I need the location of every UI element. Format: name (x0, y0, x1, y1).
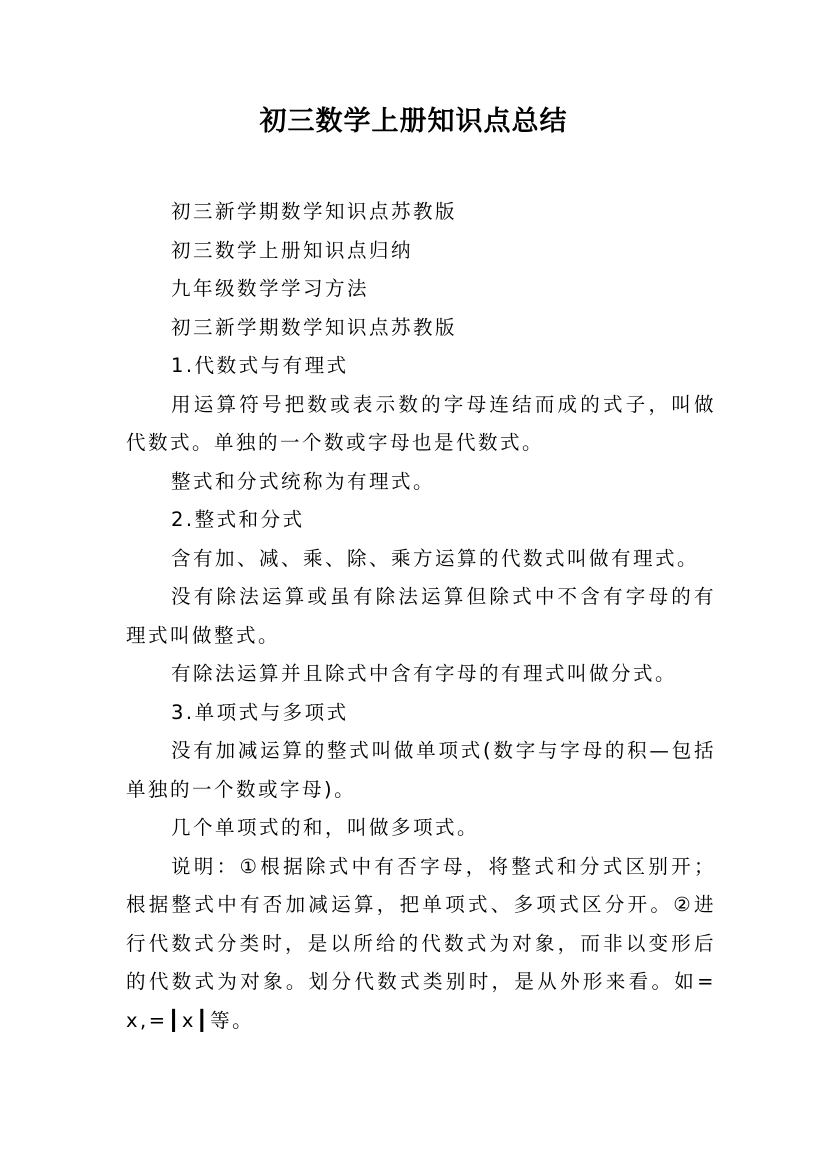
paragraph-14: 几个单项式的和，叫做多项式。 (171, 816, 480, 839)
section-heading-1: 1.代数式与有理式 (171, 354, 349, 377)
paragraph-1: 初三新学期数学知识点苏教版 (171, 200, 458, 223)
paragraph-6: 用运算符号把数或表示数的字母连结而成的式子，叫做代数式。单独的一个数或字母也是代数式。 (126, 392, 716, 454)
paragraph-2: 初三数学上册知识点归纳 (171, 238, 414, 262)
document-body (126, 193, 716, 1040)
section-heading-3: 3.单项式与多项式 (171, 700, 349, 724)
paragraph-10: 没有除法运算或虽有除法运算但除式中不含有字母的有理式叫做整式。 (126, 585, 716, 647)
document-title: 初三数学上册知识点总结 (259, 106, 568, 137)
paragraph-11: 有除法运算并且除式中含有字母的有理式叫做分式。 (171, 662, 678, 685)
paragraph-4: 初三新学期数学知识点苏教版 (171, 315, 458, 339)
paragraph-7: 整式和分式统称为有理式。 (171, 469, 436, 493)
paragraph-13: 没有加减运算的整式叫做单项式(数字与字母的积—包括单独的一个数或字母)。 (126, 739, 716, 801)
paragraph-15: 说明：①根据除式中有否字母，将整式和分式区别开；根据整式中有否加减运算，把单项式、多项式区分开。②进行代数式分类时，是以所给的代数式为对象，而非以变形后的代数式为对象。划分代数式类别时，是从外形来看。如=x,=┃x┃等。 (126, 854, 716, 1032)
paragraph-3: 九年级数学学习方法 (171, 277, 370, 300)
paragraph-9: 含有加、减、乘、除、乘方运算的代数式叫做有理式。 (171, 546, 700, 570)
section-heading-2: 2.整式和分式 (171, 508, 305, 531)
